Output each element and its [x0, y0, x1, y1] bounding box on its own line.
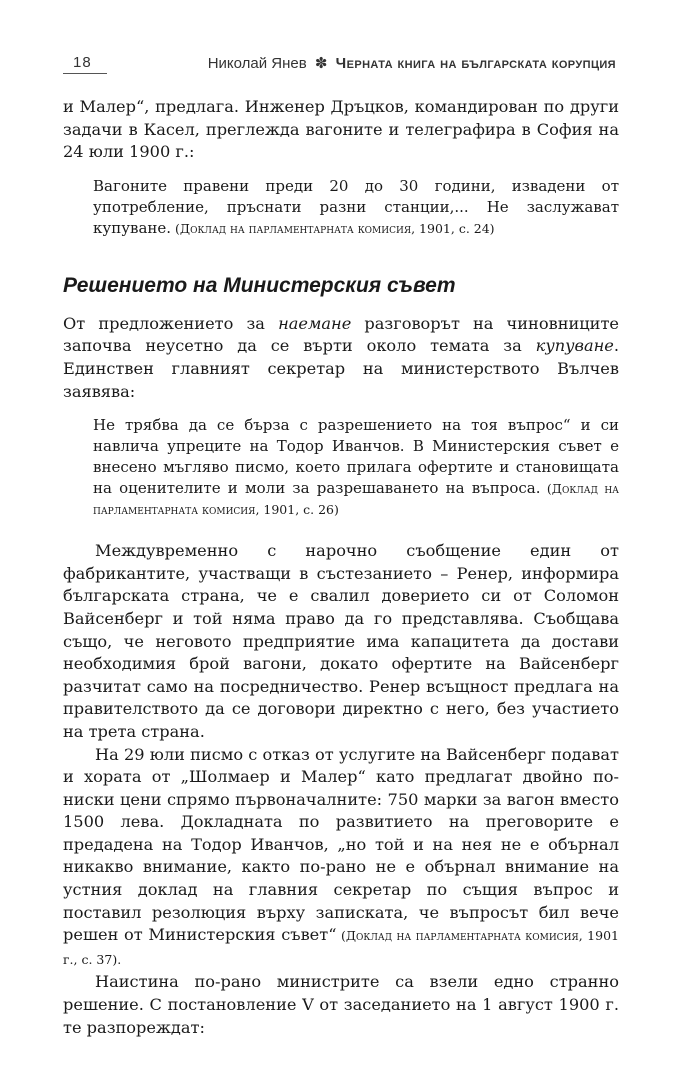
page-number: 18 — [73, 54, 92, 71]
paragraph-3: Междувременно с нарочно съобщение един от фабрикантите, участващи в състезанието – Ренер, информира българската страна, че е свалил доверието си от Соломон Вайсенберг и той няма право да го представлява. Съобщава също, че неговото предприятие има капацитета да достави необходимия брой вагони, докато офертите на Вайсенберг разчитат само на посредничество. Ренер всъщност предлага на правителството да се договори директно с него, без участието на трета страна. — [63, 541, 619, 741]
paragraph-4: На 29 юли писмо с отказ от услугите на Вайсенберг подават и хората от „Шолмаер и Малер“ като предлагат двойно по-ниски цени спрямо първоначалните: 750 марки за вагон вместо 1500 лева. Докладната по развитието на преговорите е предадена на Тодор Иванчов, „но той и на нея не е обърнал никакво внимание, както по-рано не е обърнал внимание на устния доклад на главния секретар по същия въпрос и поставил резолюция върху записката, че въпросът бил вече решен от Министерския съвет“ (Доклад на парламентарната комисия, 1901 г., с. 37). — [63, 744, 619, 967]
emphasis-kupuvane: купуване — [535, 336, 614, 356]
ornament-icon: ✽ — [314, 55, 328, 72]
book-title: Черната книга на българската корупция — [335, 55, 616, 72]
paragraph-1: и Малер“, предлага. Инженер Дръцков, командирован по други задачи в Касел, преглежда вагоните и телеграфира в София на 24 юли 1900 г.: — [63, 97, 619, 162]
author-name: Николай Янев — [207, 55, 307, 72]
running-title — [208, 54, 616, 72]
quote-2-source: (Доклад на парламентарната комисия, 1901, с. 26) — [93, 481, 620, 518]
quote-1-text: Вагоните правени преди 20 до 30 години, извадени от употребление, пръснати разни станции,... Не заслужават купуване. — [93, 176, 619, 237]
quote-1-source: (Доклад на парламентарната комисия, 1901, с. 24) — [171, 220, 495, 236]
section-heading: Решението на Министерския съвет — [63, 273, 456, 297]
paragraph-5: Наистина по-рано министрите са взели едно странно решение. С постановление V от заседанието на 1 август 1900 г. те разпореждат: — [63, 972, 619, 1037]
running-header — [63, 50, 616, 74]
page-body — [63, 96, 619, 1039]
block-quote-2 — [93, 415, 619, 520]
block-quote-1 — [93, 176, 619, 239]
paragraph-4-source: (Доклад на парламентарната комисия, 1901 г., с. 37). — [63, 928, 619, 967]
page-number-rule — [63, 73, 107, 74]
quote-2-text: Не трябва да се бърза с разрешението на тоя въпрос“ и си навлича упреците на Тодор Иванчов. В Министерския съвет е внесено мъгляво писмо, което прилага офертите и становищата на оценителите и моли за разрешаването на въпроса. — [93, 416, 619, 498]
paragraph-2: От предложението за наемане разговорът на чиновниците започва неусетно да се върти около темата за купуване. Единствен главният секретар на министерството Вълчев заявява: — [63, 313, 620, 401]
emphasis-naemane: наемане — [278, 313, 352, 333]
